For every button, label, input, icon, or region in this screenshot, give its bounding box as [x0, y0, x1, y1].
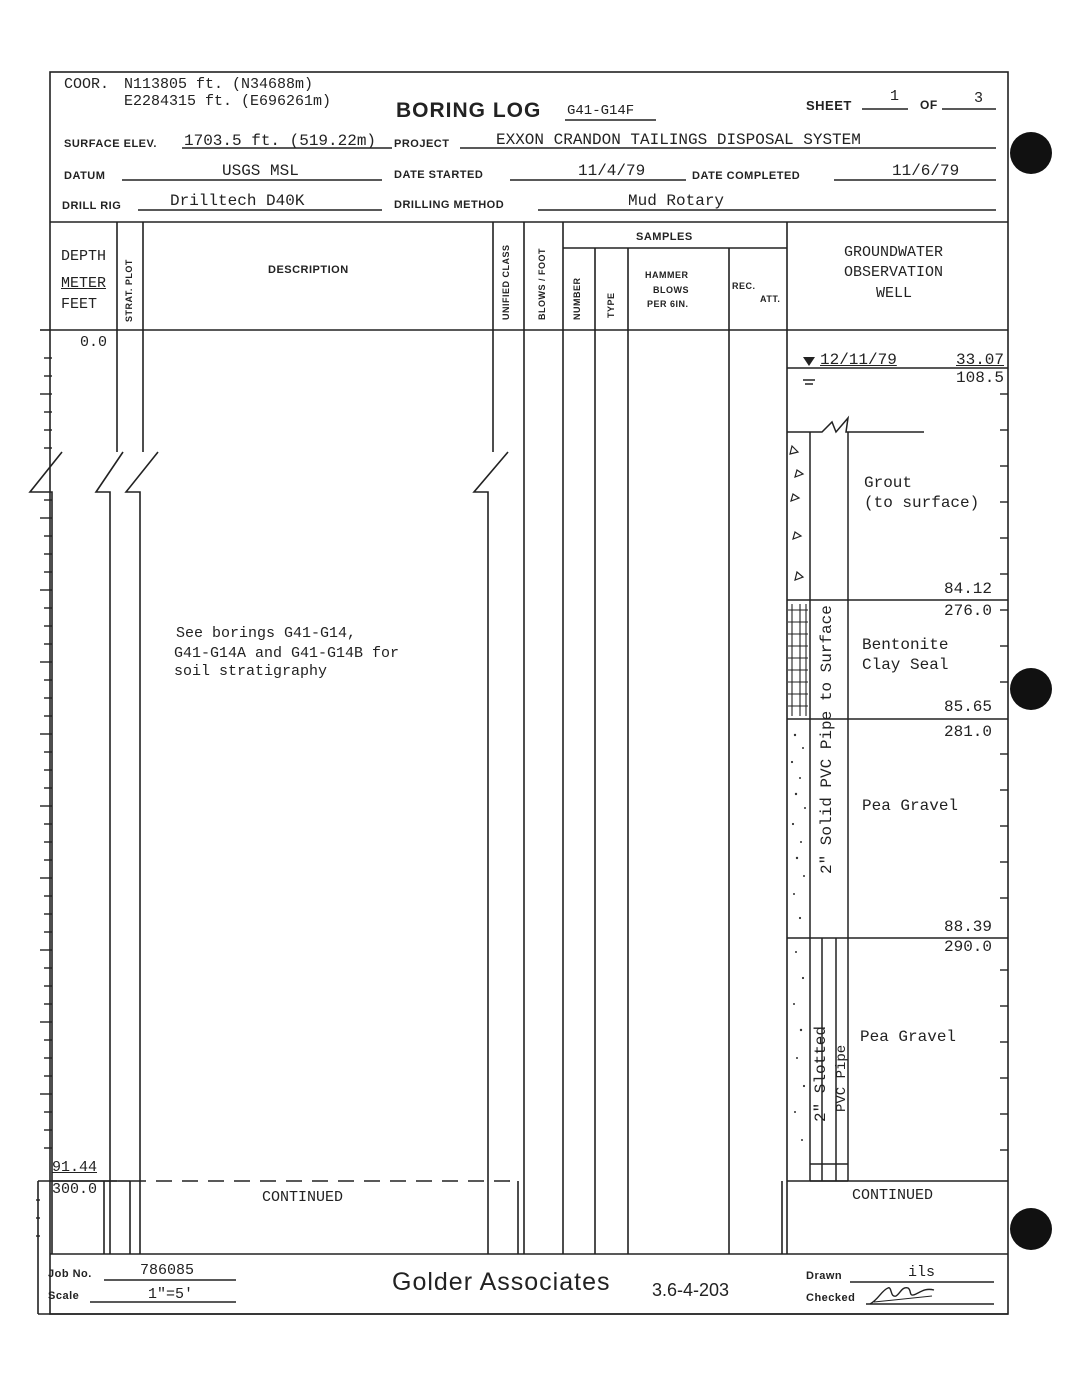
water-level-date: 12/11/79 — [820, 351, 897, 369]
solid-pvc-pipe-label: 2" Solid PVC Pipe to Surface — [818, 605, 836, 874]
water-level-feet: 108.5 — [956, 369, 1005, 387]
bottom-depth-feet: 300.0 — [52, 1181, 98, 1198]
drill-rig-value: Drilltech D40K — [170, 192, 305, 210]
top-depth: 0.0 — [80, 334, 108, 351]
col-depth: DEPTH — [61, 248, 107, 265]
scale-label: Scale — [48, 1290, 80, 1302]
grout-bottom-meter: 84.12 — [944, 580, 993, 598]
col-per-6in: PER 6IN. — [647, 299, 689, 309]
slotted-pipe-label-1: 2" Slotted — [812, 1025, 830, 1122]
pea-gravel-label-2: Pea Gravel — [860, 1028, 957, 1046]
col-feet: FEET — [61, 296, 98, 313]
bentonite-bottom-meter: 85.65 — [944, 698, 993, 716]
grout-label-1: Grout — [864, 474, 913, 492]
job-no-label: Job No. — [48, 1268, 92, 1280]
surface-elev-label: SURFACE ELEV. — [64, 138, 157, 150]
company-name: Golder Associates — [392, 1268, 611, 1296]
checked-label: Checked — [806, 1292, 856, 1304]
col-rec: REC. — [732, 281, 756, 291]
coordinates-label: COOR. — [64, 76, 110, 93]
col-groundwater: GROUNDWATER — [844, 244, 944, 261]
col-description: DESCRIPTION — [268, 264, 349, 276]
bottom-depth-meter: 91.44 — [52, 1159, 98, 1176]
drilling-method-label: DRILLING METHOD — [394, 199, 505, 211]
col-number: NUMBER — [572, 277, 582, 320]
page-title: BORING LOG — [396, 99, 542, 122]
slotted-pipe-label-2: PVC Pipe — [834, 1044, 850, 1112]
water-level-meter: 33.07 — [956, 351, 1005, 369]
drawn-initials: ils — [908, 1264, 936, 1281]
drill-rig-label: DRILL RIG — [62, 200, 122, 212]
datum-value: USGS MSL — [222, 162, 299, 180]
gravel-bottom-meter: 88.39 — [944, 918, 993, 936]
bentonite-label-2: Clay Seal — [862, 656, 949, 674]
bentonite-bottom-feet: 281.0 — [944, 723, 993, 741]
datum-label: DATUM — [64, 170, 106, 182]
log-continued: CONTINUED — [262, 1189, 344, 1206]
checked-signature — [868, 1282, 938, 1308]
col-well: WELL — [876, 285, 913, 302]
col-samples: SAMPLES — [636, 231, 693, 243]
bentonite-label-1: Bentonite — [862, 636, 949, 654]
description-line-2: G41-G14A and G41-G14B for — [174, 645, 400, 662]
of-label: OF — [920, 98, 938, 112]
date-started-value: 11/4/79 — [578, 162, 646, 180]
project-value: EXXON CRANDON TAILINGS DISPOSAL SYSTEM — [496, 131, 861, 149]
boring-id: G41-G14F — [567, 103, 635, 119]
sheet-number: 1 — [890, 88, 900, 105]
drilling-method-value: Mud Rotary — [628, 192, 725, 210]
sheet-total: 3 — [974, 90, 984, 107]
description-line-3: soil stratigraphy — [174, 663, 328, 680]
col-meter: METER — [61, 275, 107, 292]
sheet-label: SHEET — [806, 98, 852, 113]
project-label: PROJECT — [394, 138, 450, 150]
drawn-label: Drawn — [806, 1270, 843, 1282]
description-line-1: See borings G41-G14, — [176, 625, 357, 642]
col-att: ATT. — [760, 294, 781, 304]
col-blows-foot: BLOWS / FOOT — [537, 248, 547, 320]
coordinates-line-1: N113805 ft. (N34688m) — [124, 76, 314, 93]
gravel-bottom-feet: 290.0 — [944, 938, 993, 956]
pea-gravel-label-1: Pea Gravel — [862, 797, 959, 815]
grout-bottom-feet: 276.0 — [944, 602, 993, 620]
col-unified-class: UNIFIED CLASS — [501, 244, 511, 320]
drawing-reference: 3.6-4-203 — [652, 1280, 730, 1300]
date-completed-value: 11/6/79 — [892, 162, 960, 180]
date-started-label: DATE STARTED — [394, 169, 484, 181]
coordinates-line-2: E2284315 ft. (E696261m) — [124, 93, 332, 110]
grout-label-2: (to surface) — [864, 494, 980, 512]
well-continued: CONTINUED — [852, 1187, 934, 1204]
scale-value: 1"=5' — [148, 1286, 194, 1303]
job-no-value: 786085 — [140, 1262, 195, 1279]
surface-elev-value: 1703.5 ft. (519.22m) — [184, 132, 377, 150]
col-blows: BLOWS — [653, 285, 689, 295]
col-hammer: HAMMER — [645, 270, 689, 280]
date-completed-label: DATE COMPLETED — [692, 170, 801, 182]
col-type: TYPE — [606, 292, 616, 318]
col-strat-plot: STRAT. PLOT — [124, 259, 134, 322]
col-observation: OBSERVATION — [844, 264, 944, 281]
